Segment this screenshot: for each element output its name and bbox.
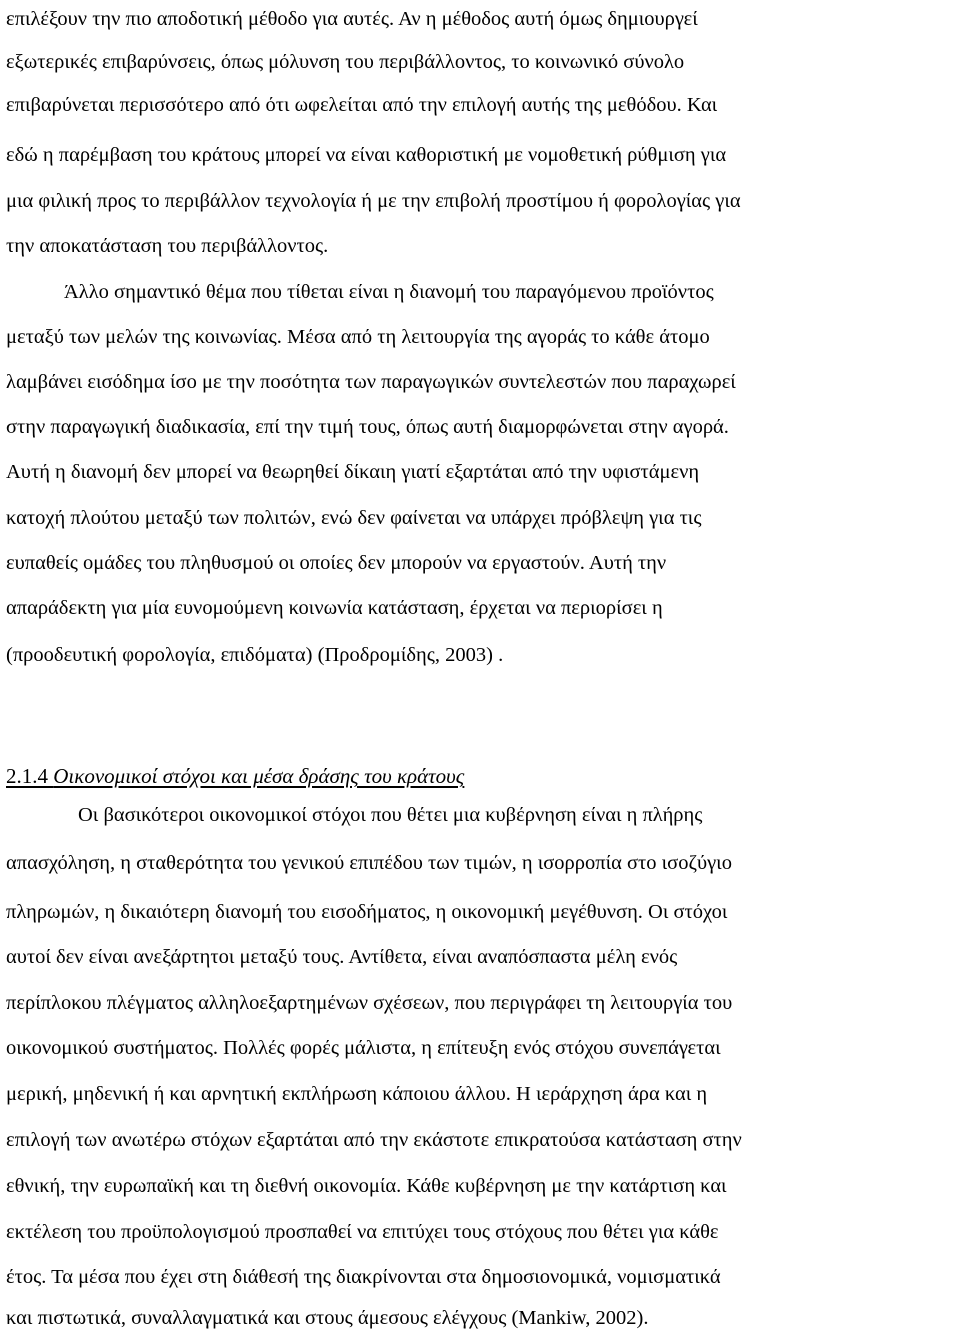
paragraph-line: επιλέξουν την πιο αποδοτική μέθοδο για αυτές. Αν η μέθοδος αυτή όμως δημιουργεί [6, 8, 698, 30]
paragraph-line: μεταξύ των μελών της κοινωνίας. Μέσα από τη λειτουργία της αγοράς το κάθε άτομο [6, 326, 710, 348]
paragraph-line: Άλλο σημαντικό θέμα που τίθεται είναι η διανομή του παραγόμενου προϊόντος [64, 281, 714, 303]
paragraph-line: Αυτή η διανομή δεν μπορεί να θεωρηθεί δίκαιη γιατί εξαρτάται από την υφιστάμενη [6, 461, 700, 483]
paragraph-line: στην παραγωγική διαδικασία, επί την τιμή τους, όπως αυτή διαμορφώνεται στην αγορά. [6, 416, 729, 438]
paragraph-line: λαμβάνει εισόδημα ίσο με την ποσότητα των παραγωγικών συντελεστών που παραχωρεί [6, 371, 736, 393]
paragraph-line: περίπλοκου πλέγματος αλληλοεξαρτημένων σχέσεων, που περιγράφει τη λειτουργία του [6, 992, 733, 1014]
paragraph-line: Οι βασικότεροι οικονομικοί στόχοι που θέτει μια κυβέρνηση είναι η πλήρης [78, 804, 703, 826]
paragraph-line: εξωτερικές επιβαρύνσεις, όπως μόλυνση του περιβάλλοντος, το κοινωνικό σύνολο [6, 51, 685, 73]
paragraph-line: επιλογή των ανωτέρω στόχων εξαρτάται από την εκάστοτε επικρατούσα κατάσταση στην [6, 1129, 742, 1151]
paragraph-line: εθνική, την ευρωπαϊκή και τη διεθνή οικονομία. Κάθε κυβέρνηση με την κατάρτιση και [6, 1175, 727, 1197]
paragraph-line: εδώ η παρέμβαση του κράτους μπορεί να είναι καθοριστική με νομοθετική ρύθμιση για [6, 144, 727, 166]
paragraph-line: μια φιλική προς το περιβάλλον τεχνολογία ή με την επιβολή προστίμου ή φορολογίας για [6, 190, 741, 212]
section-number: 2.1.4 [6, 764, 48, 788]
paragraph-line: επιβαρύνεται περισσότερο από ότι ωφελείται από την επιλογή αυτής της μεθόδου. Και [6, 94, 718, 116]
section-title: Οικονομικοί στόχοι και μέσα δράσης του κράτους [53, 764, 465, 788]
paragraph-line: (προοδευτική φορολογία, επιδόματα) (Προδρομίδης, 2003) . [6, 644, 504, 666]
paragraph-line: έτος. Τα μέσα που έχει στη διάθεσή της διακρίνονται στα δημοσιονομικά, νομισματικά [6, 1266, 721, 1288]
paragraph-line: εκτέλεση του προϋπολογισμού προσπαθεί να επιτύχει τους στόχους που θέτει για κάθε [6, 1221, 719, 1243]
paragraph-line: και πιστωτικά, συναλλαγματικά και στους άμεσους ελέγχους (Mankiw, 2002). [6, 1307, 649, 1329]
paragraph-line: πληρωμών, η δικαιότερη διανομή του εισοδήματος, η οικονομική μεγέθυνση. Οι στόχοι [6, 901, 728, 923]
paragraph-line: την αποκατάσταση του περιβάλλοντος. [6, 235, 329, 257]
paragraph-line: απαράδεκτη για μία ευνομούμενη κοινωνία κατάσταση, έρχεται να περιορίσει η [6, 597, 663, 619]
paragraph-line: απασχόληση, η σταθερότητα του γενικού επιπέδου των τιμών, η ισορροπία στο ισοζύγιο [6, 852, 732, 874]
section-heading [6, 760, 464, 792]
paragraph-line: μερική, μηδενική ή και αρνητική εκπλήρωση κάποιου άλλου. Η ιεράρχηση άρα και η [6, 1083, 708, 1105]
paragraph-line: οικονομικού συστήματος. Πολλές φορές μάλιστα, η επίτευξη ενός στόχου συνεπάγεται [6, 1037, 721, 1059]
paragraph-line: ευπαθείς ομάδες του πληθυσμού οι οποίες δεν μπορούν να εργαστούν. Αυτή την [6, 552, 667, 574]
paragraph-line: κατοχή πλούτου μεταξύ των πολιτών, ενώ δεν φαίνεται να υπάρχει πρόβλεψη για τις [6, 507, 702, 529]
paragraph-line: αυτοί δεν είναι ανεξάρτητοι μεταξύ τους. Αντίθετα, είναι αναπόσπαστα μέλη ενός [6, 946, 678, 968]
